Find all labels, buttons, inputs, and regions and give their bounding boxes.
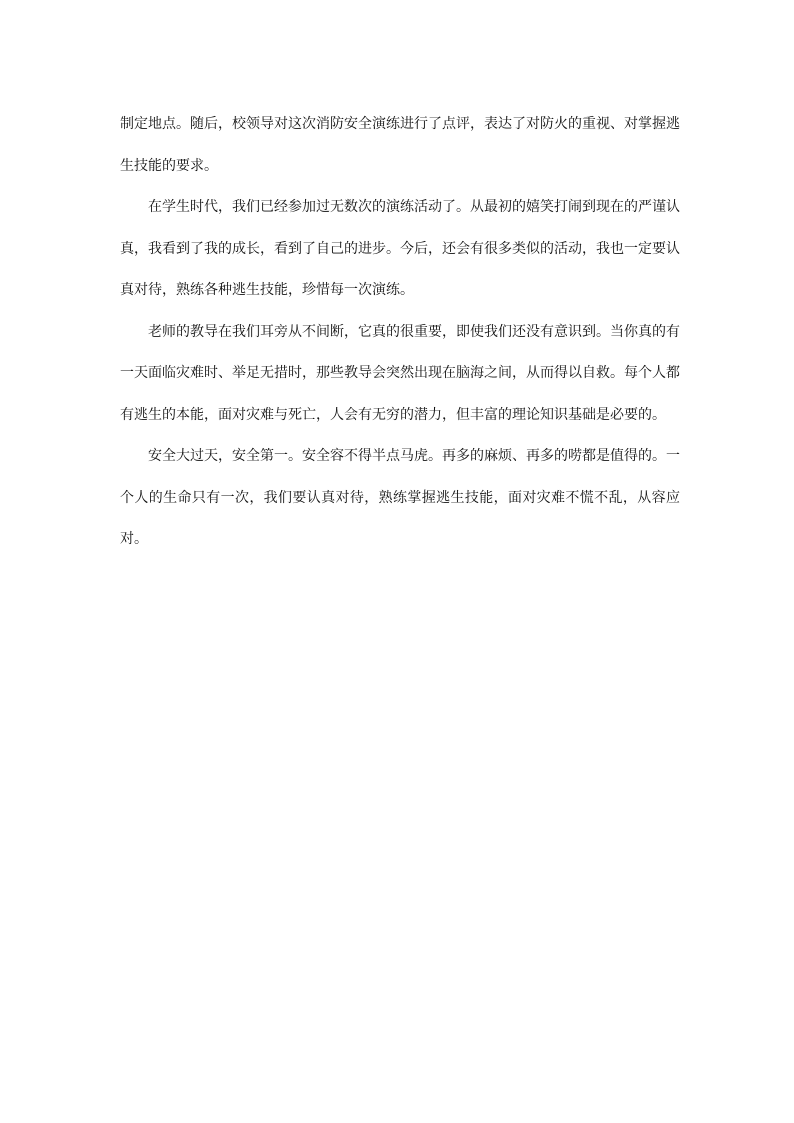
paragraph-1: 制定地点。随后，校领导对这次消防安全演练进行了点评，表达了对防火的重视、对掌握逃生技能的要求。 (120, 116, 680, 174)
paragraph-4: 安全大过天，安全第一。安全容不得半点马虎。再多的麻烦、再多的唠都是值得的。一个人的生命只有一次，我们要认真对待，熟练掌握逃生技能，面对灾难不慌不乱，从容应对。 (120, 448, 680, 547)
document-body (120, 104, 680, 561)
paragraph-2: 在学生时代，我们已经参加过无数次的演练活动了。从最初的嬉笑打闹到现在的严谨认真，我看到了我的成长，看到了自己的进步。今后，还会有很多类似的活动，我也一定要认真对待，熟练各种逃生技能，珍惜每一次演练。 (120, 199, 680, 298)
paragraph-3: 老师的教导在我们耳旁从不间断，它真的很重要，即使我们还没有意识到。当你真的有一天面临灾难时、举足无措时，那些教导会突然出现在脑海之间，从而得以自救。每个人都有逃生的本能，面对灾难与死亡，人会有无穷的潜力，但丰富的理论知识基础是必要的。 (120, 323, 680, 423)
